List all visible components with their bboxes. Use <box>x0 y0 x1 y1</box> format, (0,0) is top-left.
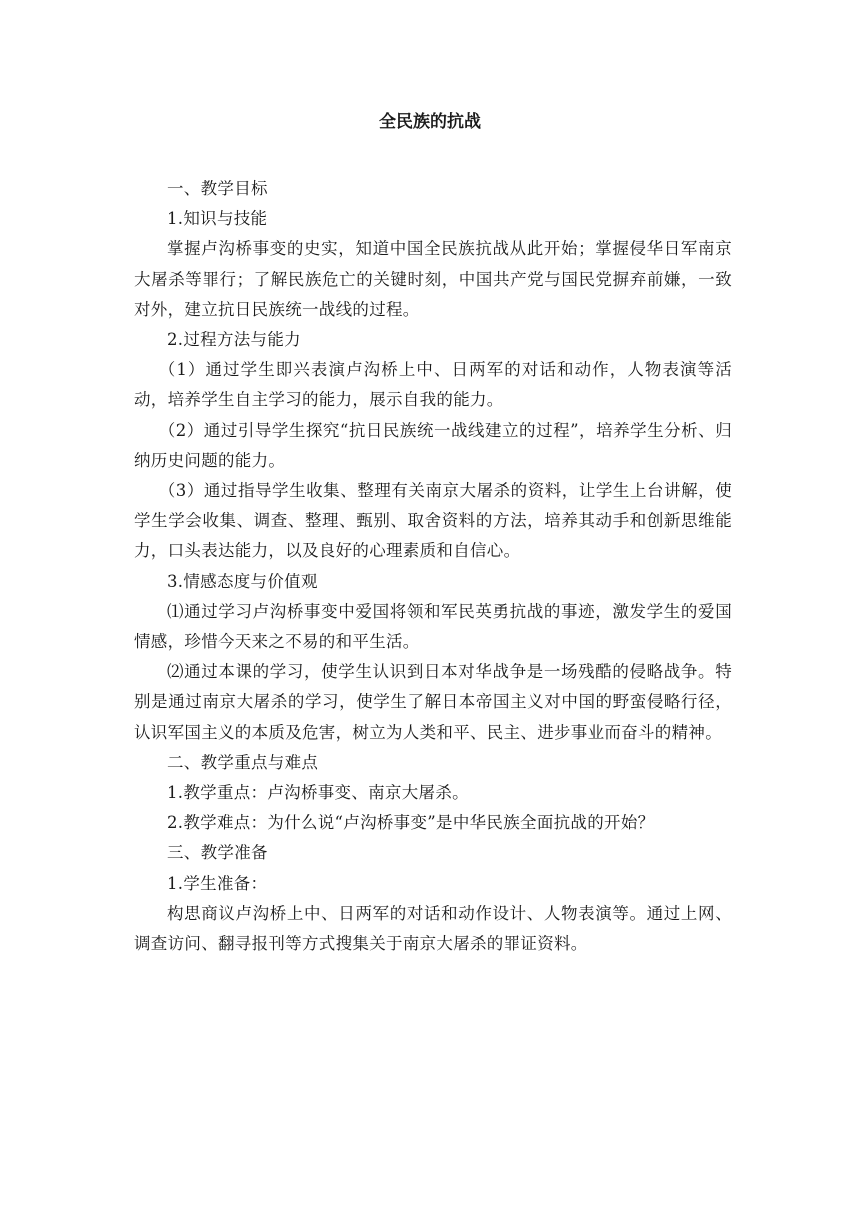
section-heading-key-points: 二、教学重点与难点 <box>167 752 319 772</box>
paragraph-emotion-1: ⑴通过学习卢沟桥事变中爱国将领和军民英勇抗战的事迹，激发学生的爱国情感，珍惜今天来之不易的和平生活。 <box>134 601 732 652</box>
paragraph-difficult-point: 2.教学难点：为什么说“卢沟桥事变”是中华民族全面抗战的开始？ <box>167 813 655 833</box>
paragraph-student-preparation: 构思商议卢沟桥上中、日两军的对话和动作设计、人物表演等。通过上网、调查访问、翻寻报刊等方式搜集关于南京大屠杀的罪证资料。 <box>134 903 732 954</box>
section-heading-preparation: 三、教学准备 <box>167 843 268 863</box>
subheading-student-preparation: 1.学生准备： <box>167 873 268 893</box>
subheading-knowledge-skills: 1.知识与技能 <box>167 209 268 229</box>
paragraph-knowledge-skills: 掌握卢沟桥事变的史实，知道中国全民族抗战从此开始；掌握侵华日军南京大屠杀等罪行；了解民族危亡的关键时刻，中国共产党与国民党摒弃前嫌，一致对外，建立抗日民族统一战线的过程。 <box>134 239 732 319</box>
subheading-process-methods: 2.过程方法与能力 <box>167 330 301 350</box>
paragraph-process-3: （3）通过指导学生收集、整理有关南京大屠杀的资料，让学生上台讲解，使学生学会收集、调查、整理、甄别、取舍资料的方法，培养其动手和创新思维能力，口头表达能力，以及良好的心理素质和自信心。 <box>134 481 732 561</box>
paragraph-process-2: （2）通过引导学生探究“抗日民族统一战线建立的过程”，培养学生分析、归纳历史问题的能力。 <box>134 420 732 470</box>
subheading-emotion-values: 3.情感态度与价值观 <box>167 571 318 591</box>
document-title: 全民族的抗战 <box>379 112 481 132</box>
paragraph-key-point: 1.教学重点：卢沟桥事变、南京大屠杀。 <box>167 783 469 803</box>
paragraph-emotion-2: ⑵通过本课的学习，使学生认识到日本对华战争是一场残酷的侵略战争。特别是通过南京大屠杀的学习，使学生了解日本帝国主义对中国的野蛮侵略行径，认识军国主义的本质及危害，树立为人类和平、民主、进步事业而奋斗的精神。 <box>134 662 732 742</box>
section-heading-objectives: 一、教学目标 <box>167 179 268 198</box>
paragraph-process-1: （1）通过学生即兴表演卢沟桥上中、日两军的对话和动作，人物表演等活动，培养学生自主学习的能力，展示自我的能力。 <box>134 360 732 410</box>
document-body <box>134 174 732 959</box>
